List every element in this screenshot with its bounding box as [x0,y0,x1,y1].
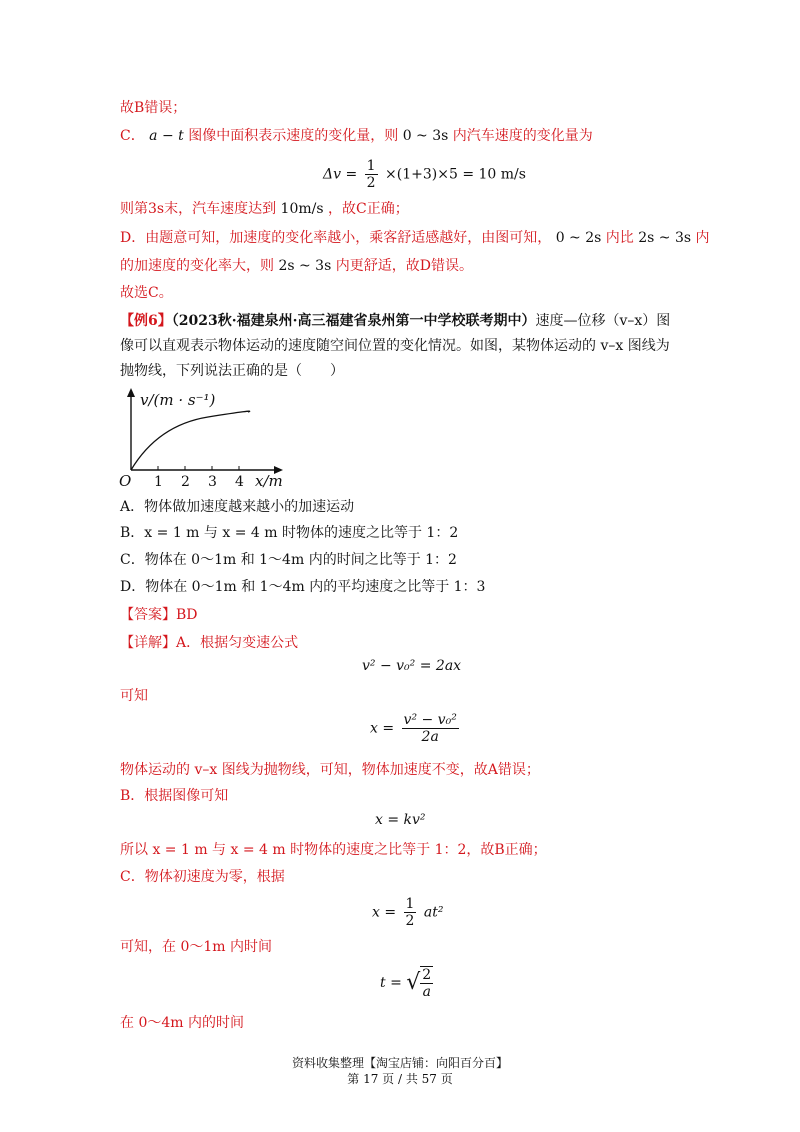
footer-page-number: 第 17 页 / 共 57 页 [347,1072,453,1086]
c-next: 在 0～4m 内的时间 [120,1015,244,1031]
v-x-graph [118,385,298,495]
line-b-wrong: 故B错误； [120,100,187,116]
x-tick-label-2: 2 [181,474,190,490]
x-tick-label-3: 3 [208,474,217,490]
answer-label: 【答案】BD [120,607,198,623]
equation-5: t = √ $\frac{2}{a}$ [380,967,432,1000]
equation-3: x = kv² [375,812,426,828]
option-d: D．物体在 0～1m 和 1～4m 内的平均速度之比等于 1：3 [120,579,486,595]
c-head: C．物体初速度为零，根据 [120,869,285,885]
sqrt-symbol: √ [406,970,421,995]
equation-4: x = $\frac{1}{2}$ at² [372,896,444,929]
b-head: B．根据图像可知 [120,788,229,804]
x-axis-label: x/m [255,472,283,490]
a-t-symbol: a − t [149,128,184,144]
option-b: B．x = 1 m 与 x = 4 m 时物体的速度之比等于 1：2 [120,525,459,541]
option-a: A．物体做加速度越来越小的加速运动 [120,499,355,515]
equation-2: x = $\frac{\text{v² − v₀²}}{2a}$ [370,712,457,745]
line-c-conclusion: 则第3s末，汽车速度达到 10m/s ，故C正确； [120,201,409,217]
b-conclusion: 所以 x = 1 m 与 x = 4 m 时物体的速度之比等于 1：2，故B正确； [120,842,547,858]
equation-delta-v: Δv = $\frac{1}{2}$ ×(1+3)×5 = 10 m/s [323,158,526,191]
parabola-curve [131,411,250,470]
origin-label: O [119,472,132,490]
line-c-statement: C． a − t 图像中面积表示速度的变化量，则 0 ~ 3s 内汽车速度的变化量为 [120,128,593,144]
y-axis-label: v/(m · s⁻¹) [140,391,216,409]
example-stem-2: 像可以直观表示物体运动的速度随空间位置的变化情况。如图，某物体运动的 v–x 图线为 [120,338,670,354]
c-kezhi: 可知，在 0～1m 内时间 [120,939,272,955]
line-d-part1: D．由题意可知，加速度的变化率越小，乘客舒适感越好，由图可知， 0 ~ 2s 内比 2s ~ 3s 内 [120,230,710,246]
x-tick-label-1: 1 [154,474,163,490]
example-source: （2023秋·福建泉州·高三福建省泉州第一中学校联考期中） [171,313,536,329]
footer-source: 资料收集整理【淘宝店铺：向阳百分百】 [291,1056,508,1070]
a-conclusion: 物体运动的 v–x 图线为抛物线，可知，物体加速度不变，故A错误； [120,762,540,778]
y-axis-arrow [127,388,135,397]
example-tag: 【例6】 [120,313,172,329]
option-c: C．物体在 0～1m 和 1～4m 内的时间之比等于 1：2 [120,552,457,568]
x-tick-label-4: 4 [235,474,244,490]
line-d-part2: 的加速度的变化率大，则 2s ~ 3s 内更舒适，故D错误。 [120,258,473,274]
explanation-head: 【详解】A．根据匀变速公式 [120,635,299,651]
example-stem-3: 抛物线，下列说法正确的是（ ） [120,363,344,379]
example-header: 【例6】（2023秋·福建泉州·高三福建省泉州第一中学校联考期中）速度—位移（v–x）图 [120,313,671,329]
kezhi-1: 可知 [120,688,148,704]
equation-1: v² − v₀² = 2ax [362,658,462,674]
answer-choose-c: 故选C。 [120,285,173,301]
